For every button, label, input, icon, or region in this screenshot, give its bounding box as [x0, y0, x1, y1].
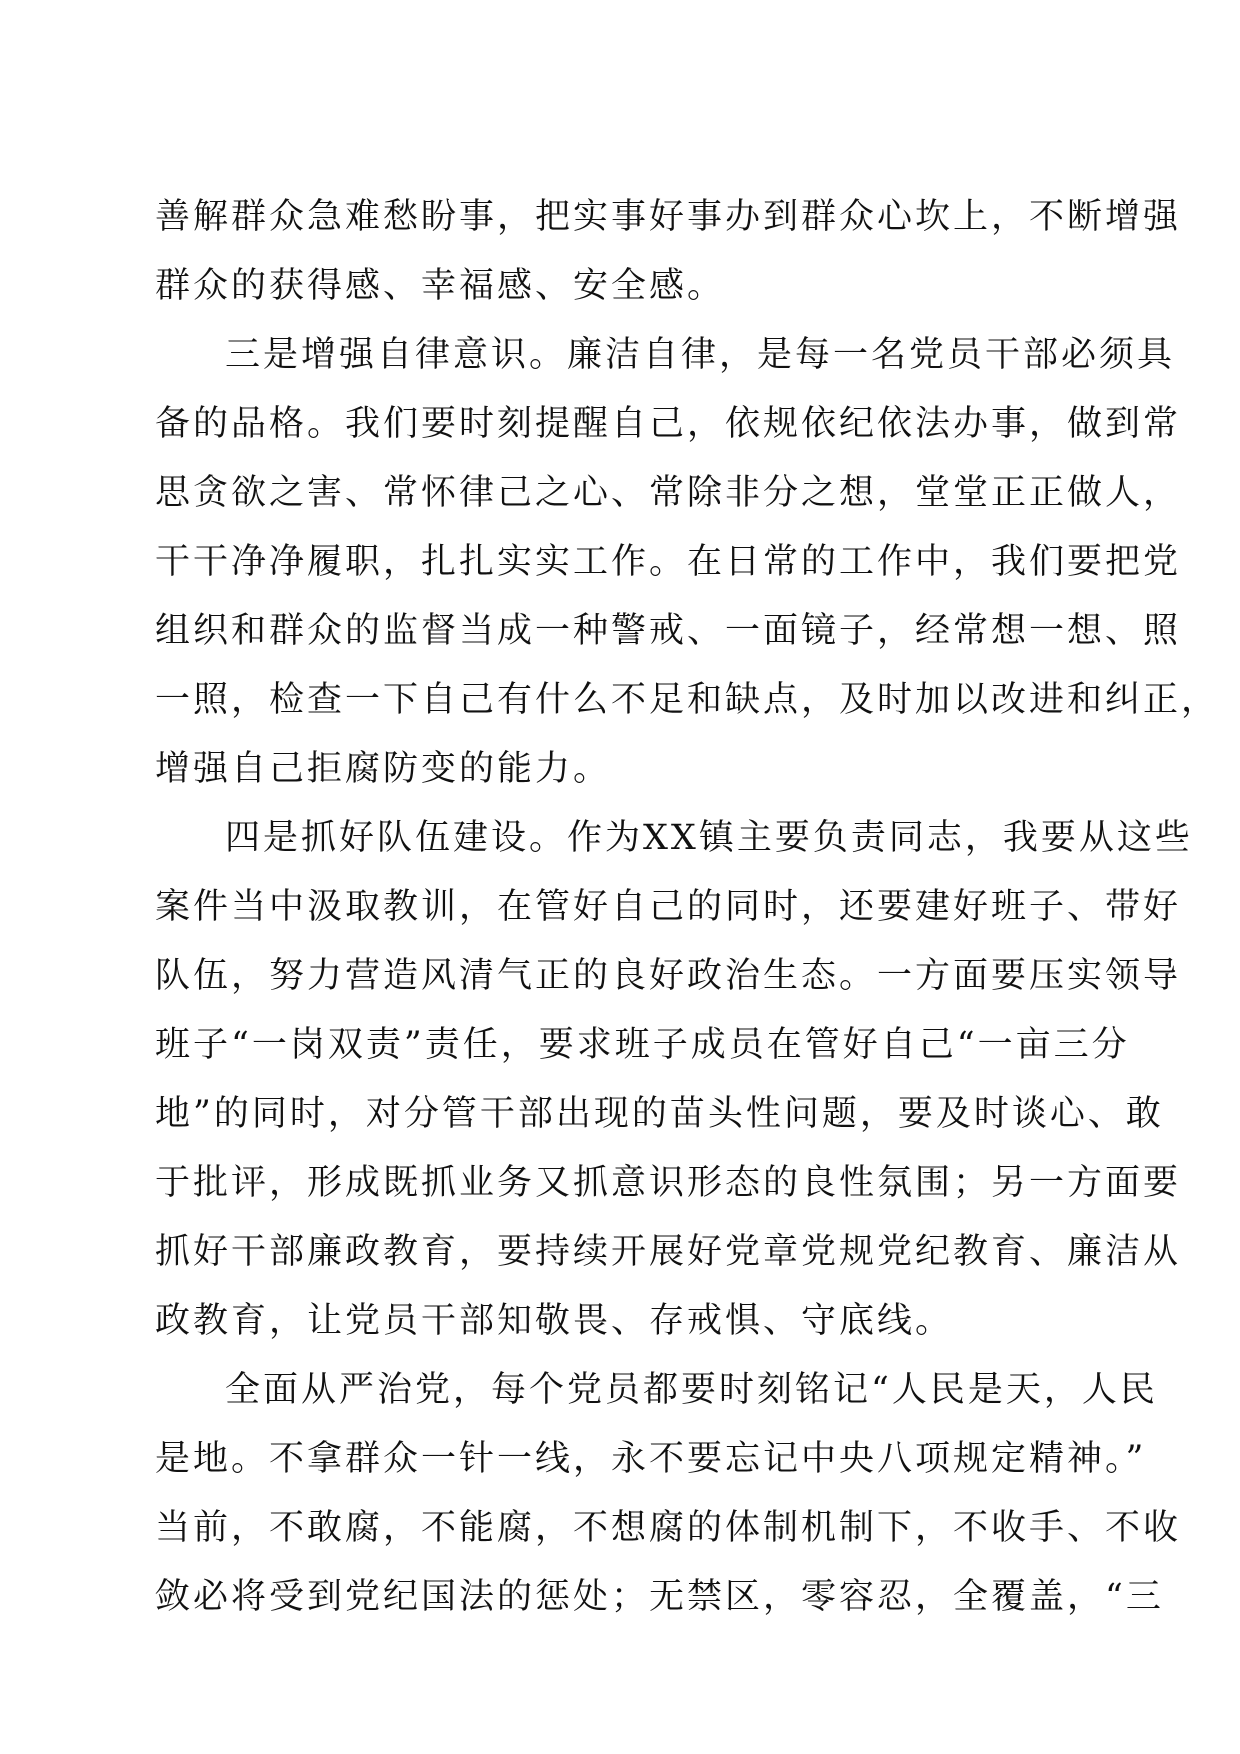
text-line: 备的品格。我们要时刻提醒自己，依规依纪依法办事，做到常 [155, 404, 1182, 444]
text-line: 班子“一岗双责”责任，要求班子成员在管好自己“一亩三分 [155, 1025, 1130, 1065]
text-line: 地”的同时，对分管干部出现的苗头性问题，要及时谈心、敢 [155, 1094, 1164, 1134]
paragraph-self-discipline [155, 321, 1220, 804]
text-line: 组织和群众的监督当成一种警戒、一面镜子，经常想一想、照 [155, 611, 1182, 651]
text-line: 敛必将受到党纪国法的惩处；无禁区，零容忍，全覆盖，“三 [155, 1577, 1164, 1617]
text-line: 增强自己拒腐防变的能力。 [155, 749, 612, 789]
text-line: 于批评，形成既抓业务又抓意识形态的良性氛围；另一方面要 [155, 1163, 1182, 1203]
paragraph-team-building [155, 804, 1193, 1356]
document-body [155, 183, 1220, 1632]
text-line: 干干净净履职，扎扎实实工作。在日常的工作中，我们要把党 [155, 542, 1182, 582]
text-line: 案件当中汲取教训，在管好自己的同时，还要建好班子、带好 [155, 887, 1182, 927]
paragraph-strict-governance [155, 1356, 1182, 1632]
text-line: 思贪欲之害、常怀律己之心、常除非分之想，堂堂正正做人， [155, 473, 1182, 513]
text-line: 全面从严治党，每个党员都要时刻铭记“人民是天，人民 [225, 1370, 1158, 1410]
text-line: 三是增强自律意识。廉洁自律，是每一名党员干部必须具 [225, 335, 1176, 375]
text-line: 群众的获得感、幸福感、安全感。 [155, 266, 726, 306]
paragraph-continued [155, 183, 1182, 321]
text-line: 当前，不敢腐，不能腐，不想腐的体制机制下，不收手、不收 [155, 1508, 1182, 1548]
text-line: 队伍，努力营造风清气正的良好政治生态。一方面要压实领导 [155, 956, 1182, 996]
text-line: 一照，检查一下自己有什么不足和缺点，及时加以改进和纠正， [155, 680, 1220, 720]
text-line: 四是抓好队伍建设。作为XX镇主要负责同志，我要从这些 [225, 818, 1193, 858]
text-line: 政教育，让党员干部知敬畏、存戒惧、守底线。 [155, 1301, 954, 1341]
text-line: 善解群众急难愁盼事，把实事好事办到群众心坎上，不断增强 [155, 197, 1182, 237]
text-line: 是地。不拿群众一针一线，永不要忘记中央八项规定精神。” [155, 1439, 1147, 1479]
text-line: 抓好干部廉政教育，要持续开展好党章党规党纪教育、廉洁从 [155, 1232, 1182, 1272]
